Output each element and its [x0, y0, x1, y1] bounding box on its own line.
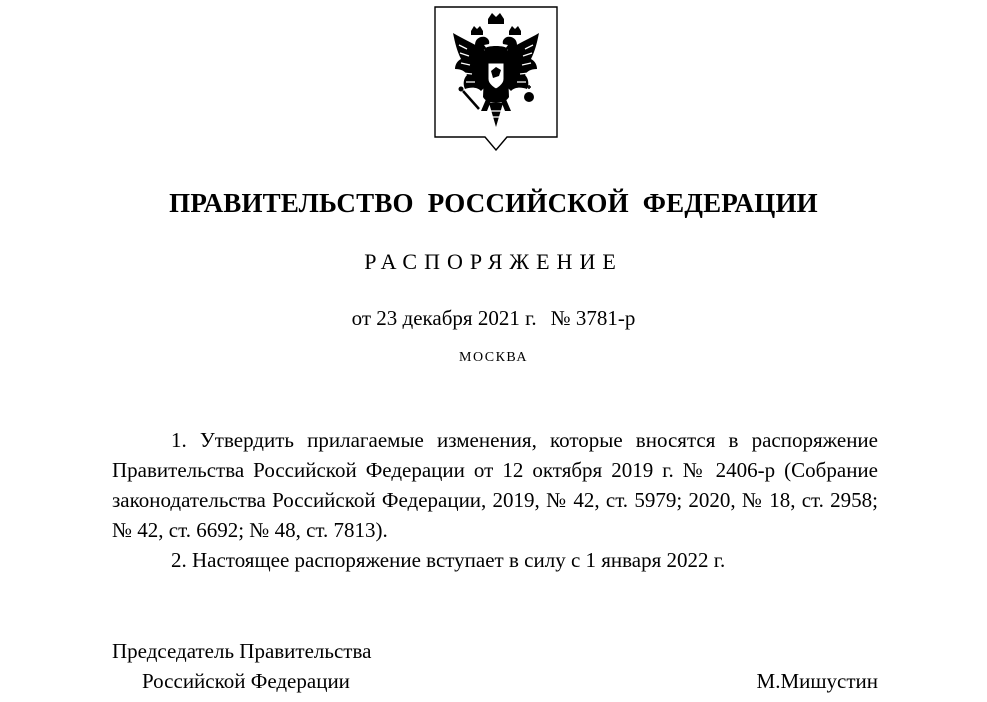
paragraph-1: 1. Утвердить прилагаемые изменения, которые вносятся в распоряжение Правительства Российской Федерации от 12 октября 2019 г. № 2406-р (Собрание законодательства Российской Федерации, 2019, № 42, ст. 5979; 2020, № 18, ст. 2958; № 42, ст. 6692; № 48, ст. 7813).: [112, 428, 878, 542]
document-city: МОСКВА: [459, 350, 528, 365]
document-body: [112, 425, 878, 575]
document-date-line: [0, 306, 987, 331]
signatory-title-line2: Российской Федерации: [142, 669, 350, 693]
signatory-title-line1: Председатель Правительства: [112, 639, 372, 663]
signatory-name: М.Мишустин: [756, 669, 878, 693]
paragraph-2: 2. Настоящее распоряжение вступает в силу с 1 января 2022 г.: [171, 548, 726, 572]
double-headed-eagle-icon: [433, 5, 559, 151]
document-date: от 23 декабря 2021 г.: [351, 306, 537, 330]
coat-of-arms-graphic: [433, 5, 559, 151]
document-number: № 3781-р: [550, 306, 636, 330]
government-title: ПРАВИТЕЛЬСТВО РОССИЙСКОЙ ФЕДЕРАЦИИ: [169, 188, 818, 218]
signatory-title: [112, 636, 371, 696]
document-type: РАСПОРЯЖЕНИЕ: [364, 249, 623, 274]
